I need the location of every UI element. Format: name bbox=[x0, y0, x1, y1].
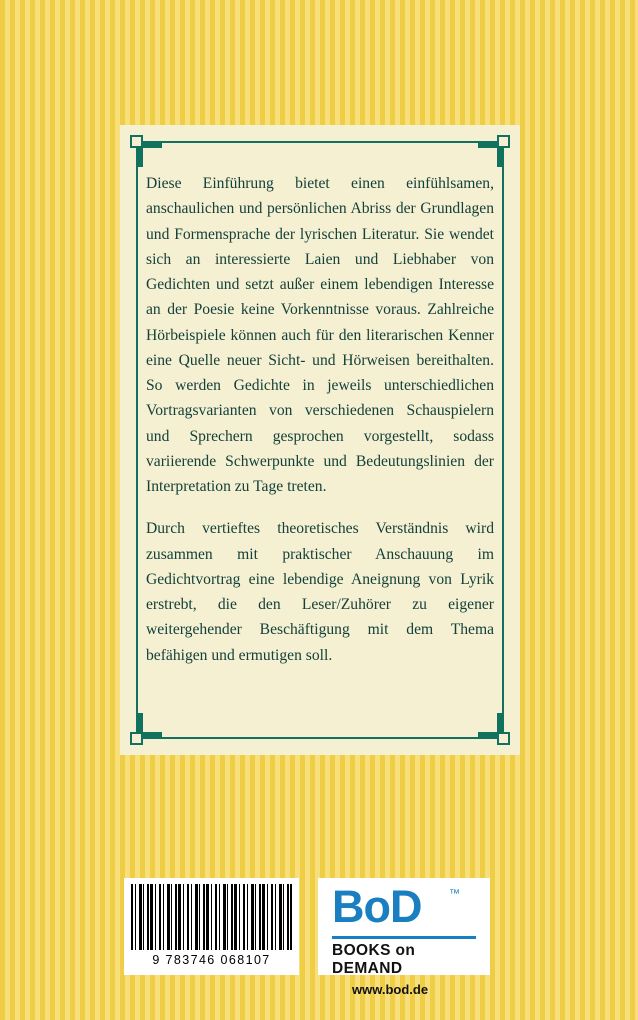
trademark-symbol: ™ bbox=[449, 888, 460, 900]
frame-notch-bottom-right-icon bbox=[497, 732, 510, 745]
blurb-paragraph: Durch vertieftes theoretisches Verständnis wird zusammen mit praktischer Anschauung im Gedichtvortrag eine lebendige Aneignung von Lyrik erstrebt, die den Leser/Zuhörer zu eigener weitergehender Beschäftigung mit dem Thema befähigen und ermutigen soll. bbox=[146, 520, 494, 664]
publisher-url: www.bod.de bbox=[352, 982, 429, 997]
blurb-panel bbox=[120, 125, 520, 755]
publisher-logo bbox=[318, 878, 490, 975]
frame-notch-top-left-icon bbox=[130, 135, 143, 148]
barcode-number: 9 783746 068107 bbox=[152, 953, 271, 967]
blurb-paragraph: Diese Einführung bietet einen einfühlsamen, anschaulichen und persönlichen Abriss der Grundlagen und Formensprache der lyrischen Literatur. Sie wendet sich an interessierte Laien und Liebhaber von Gedichten und setzt außer einem lebendigen Interesse an der Poesie keine Vorkenntnisse voraus. Zahlreiche Hörbeispiele können auch für den literarischen Kenner eine Quelle neuer Sicht- und Hörweisen bereithalten. So werden Gedichte in jeweils unterschiedlichen Vortragsvarianten von verschiedenen Schauspielern und Sprechern gesprochen vorgestellt, sodass variierende Schwerpunkte und Bedeutungslinien der Interpretation zu Tage treten. bbox=[146, 175, 494, 495]
barcode-bars-icon bbox=[131, 884, 292, 950]
publisher-tagline: BOOKS on DEMAND bbox=[332, 942, 416, 977]
blurb-text bbox=[146, 171, 494, 668]
logo-divider bbox=[332, 936, 476, 939]
publisher-name: BoD bbox=[332, 881, 422, 932]
isbn-barcode bbox=[124, 878, 299, 975]
frame-notch-top-right-icon bbox=[497, 135, 510, 148]
frame-notch-bottom-left-icon bbox=[130, 732, 143, 745]
